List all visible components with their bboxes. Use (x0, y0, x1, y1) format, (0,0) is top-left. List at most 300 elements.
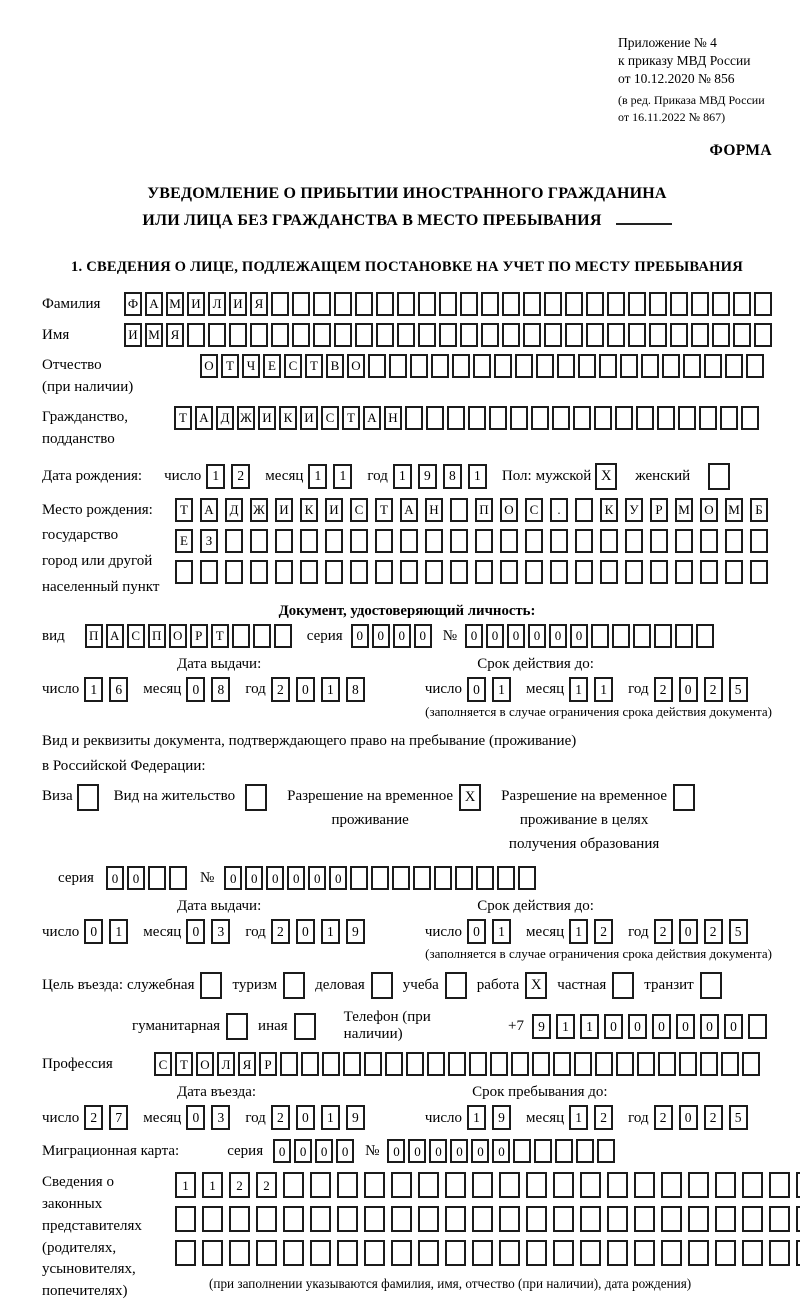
char-cell[interactable]: 0 (465, 624, 483, 648)
char-cell[interactable] (475, 560, 493, 584)
char-cell[interactable]: Д (225, 498, 243, 522)
purpose-other-checkbox[interactable] (294, 1013, 316, 1040)
char-cell[interactable] (670, 292, 688, 316)
char-cell[interactable]: 0 (549, 624, 567, 648)
char-cell[interactable] (557, 354, 575, 378)
char-cell[interactable] (301, 1052, 319, 1076)
char-cell[interactable]: А (195, 406, 213, 430)
char-cell[interactable] (534, 1139, 552, 1163)
char-cell[interactable] (675, 560, 693, 584)
digit-cell[interactable]: 6 (109, 677, 128, 702)
char-cell[interactable]: 0 (308, 866, 326, 890)
char-cell[interactable] (650, 560, 668, 584)
digit-cell[interactable]: 1 (308, 464, 327, 489)
char-cell[interactable] (425, 560, 443, 584)
char-cell[interactable] (439, 292, 457, 316)
char-cell[interactable]: 0 (329, 866, 347, 890)
digit-cell[interactable]: 0 (186, 1105, 205, 1130)
char-cell[interactable] (700, 560, 718, 584)
char-cell[interactable]: 0 (245, 866, 263, 890)
digit-cell[interactable]: 1 (467, 1105, 486, 1130)
char-cell[interactable]: Н (384, 406, 402, 430)
char-cell[interactable] (691, 292, 709, 316)
char-cell[interactable]: Т (221, 354, 239, 378)
char-cell[interactable] (544, 323, 562, 347)
char-cell[interactable] (460, 323, 478, 347)
char-cell[interactable] (434, 866, 452, 890)
digit-cell[interactable]: 1 (84, 677, 103, 702)
char-cell[interactable]: Н (425, 498, 443, 522)
char-cell[interactable]: Я (250, 292, 268, 316)
char-cell[interactable]: 0 (287, 866, 305, 890)
char-cell[interactable] (292, 292, 310, 316)
char-cell[interactable] (633, 624, 651, 648)
digit-cell[interactable]: 8 (443, 464, 462, 489)
char-cell[interactable] (343, 1052, 361, 1076)
char-cell[interactable]: 0 (492, 1139, 510, 1163)
char-cell[interactable] (696, 624, 714, 648)
char-cell[interactable]: Ж (250, 498, 268, 522)
char-cell[interactable]: 1 (556, 1014, 575, 1039)
char-cell[interactable]: А (400, 498, 418, 522)
char-cell[interactable] (675, 529, 693, 553)
char-cell[interactable] (750, 560, 768, 584)
char-cell[interactable] (699, 406, 717, 430)
char-cell[interactable] (494, 354, 512, 378)
char-cell[interactable] (574, 1052, 592, 1076)
temp-residence-checkbox[interactable]: X (459, 784, 481, 811)
char-cell[interactable] (725, 529, 743, 553)
char-cell[interactable] (473, 354, 491, 378)
char-cell[interactable] (445, 1172, 466, 1198)
char-cell[interactable] (523, 323, 541, 347)
char-cell[interactable] (275, 529, 293, 553)
char-cell[interactable] (661, 1172, 682, 1198)
char-cell[interactable] (725, 354, 743, 378)
char-cell[interactable] (202, 1240, 223, 1266)
char-cell[interactable] (550, 529, 568, 553)
char-cell[interactable] (355, 292, 373, 316)
digit-cell[interactable]: 3 (211, 1105, 230, 1130)
char-cell[interactable] (746, 354, 764, 378)
purpose-private-checkbox[interactable] (612, 972, 634, 999)
char-cell[interactable] (552, 406, 570, 430)
char-cell[interactable]: 0 (273, 1139, 291, 1163)
char-cell[interactable]: С (350, 498, 368, 522)
char-cell[interactable] (275, 560, 293, 584)
residence-permit-checkbox[interactable] (245, 784, 267, 811)
char-cell[interactable]: Я (166, 323, 184, 347)
char-cell[interactable] (595, 1052, 613, 1076)
char-cell[interactable] (334, 292, 352, 316)
char-cell[interactable] (325, 560, 343, 584)
char-cell[interactable] (634, 1206, 655, 1232)
char-cell[interactable] (392, 866, 410, 890)
char-cell[interactable]: 0 (450, 1139, 468, 1163)
char-cell[interactable] (511, 1052, 529, 1076)
char-cell[interactable] (350, 560, 368, 584)
char-cell[interactable]: О (500, 498, 518, 522)
char-cell[interactable]: Т (375, 498, 393, 522)
char-cell[interactable] (796, 1172, 800, 1198)
char-cell[interactable]: 0 (604, 1014, 623, 1039)
char-cell[interactable] (175, 1240, 196, 1266)
char-cell[interactable]: 0 (393, 624, 411, 648)
char-cell[interactable] (187, 323, 205, 347)
char-cell[interactable]: 0 (429, 1139, 447, 1163)
char-cell[interactable] (283, 1240, 304, 1266)
char-cell[interactable]: А (200, 498, 218, 522)
char-cell[interactable] (391, 1206, 412, 1232)
char-cell[interactable] (532, 1052, 550, 1076)
char-cell[interactable] (148, 866, 166, 890)
char-cell[interactable] (313, 292, 331, 316)
char-cell[interactable] (418, 1172, 439, 1198)
char-cell[interactable] (400, 560, 418, 584)
char-cell[interactable]: Б (750, 498, 768, 522)
char-cell[interactable]: Т (175, 1052, 193, 1076)
digit-cell[interactable]: 1 (333, 464, 352, 489)
char-cell[interactable] (431, 354, 449, 378)
purpose-business-checkbox[interactable] (200, 972, 222, 999)
char-cell[interactable] (376, 292, 394, 316)
char-cell[interactable]: И (258, 406, 276, 430)
char-cell[interactable] (391, 1240, 412, 1266)
char-cell[interactable]: 0 (528, 624, 546, 648)
char-cell[interactable] (513, 1139, 531, 1163)
char-cell[interactable] (518, 866, 536, 890)
char-cell[interactable] (575, 498, 593, 522)
digit-cell[interactable]: 2 (84, 1105, 103, 1130)
char-cell[interactable]: И (187, 292, 205, 316)
char-cell[interactable] (337, 1172, 358, 1198)
char-cell[interactable] (576, 1139, 594, 1163)
char-cell[interactable] (499, 1206, 520, 1232)
char-cell[interactable] (175, 560, 193, 584)
char-cell[interactable] (733, 323, 751, 347)
char-cell[interactable] (472, 1172, 493, 1198)
char-cell[interactable] (675, 624, 693, 648)
char-cell[interactable]: Ф (124, 292, 142, 316)
char-cell[interactable] (274, 624, 292, 648)
digit-cell[interactable]: 1 (468, 464, 487, 489)
char-cell[interactable] (607, 1206, 628, 1232)
char-cell[interactable] (499, 1172, 520, 1198)
char-cell[interactable] (455, 866, 473, 890)
char-cell[interactable] (625, 529, 643, 553)
digit-cell[interactable]: 0 (467, 677, 486, 702)
char-cell[interactable]: Р (259, 1052, 277, 1076)
char-cell[interactable] (641, 354, 659, 378)
char-cell[interactable] (733, 292, 751, 316)
char-cell[interactable] (597, 1139, 615, 1163)
char-cell[interactable]: З (200, 529, 218, 553)
char-cell[interactable] (225, 529, 243, 553)
char-cell[interactable] (575, 529, 593, 553)
char-cell[interactable] (364, 1172, 385, 1198)
digit-cell[interactable]: 1 (569, 919, 588, 944)
char-cell[interactable] (683, 354, 701, 378)
char-cell[interactable] (300, 560, 318, 584)
char-cell[interactable] (337, 1206, 358, 1232)
char-cell[interactable]: 0 (700, 1014, 719, 1039)
char-cell[interactable] (754, 292, 772, 316)
char-cell[interactable] (250, 529, 268, 553)
digit-cell[interactable]: 0 (296, 919, 315, 944)
char-cell[interactable] (742, 1172, 763, 1198)
char-cell[interactable] (202, 1206, 223, 1232)
digit-cell[interactable]: 2 (594, 1105, 613, 1130)
digit-cell[interactable]: 2 (654, 677, 673, 702)
digit-cell[interactable]: 1 (594, 677, 613, 702)
char-cell[interactable] (650, 529, 668, 553)
char-cell[interactable]: 0 (336, 1139, 354, 1163)
char-cell[interactable] (208, 323, 226, 347)
char-cell[interactable] (565, 323, 583, 347)
char-cell[interactable] (229, 323, 247, 347)
char-cell[interactable] (375, 529, 393, 553)
char-cell[interactable] (355, 323, 373, 347)
char-cell[interactable]: 0 (676, 1014, 695, 1039)
char-cell[interactable] (256, 1240, 277, 1266)
sex-female-checkbox[interactable] (708, 463, 730, 490)
digit-cell[interactable]: 2 (271, 677, 290, 702)
char-cell[interactable] (526, 1240, 547, 1266)
char-cell[interactable]: Д (216, 406, 234, 430)
digit-cell[interactable]: 1 (492, 677, 511, 702)
char-cell[interactable] (715, 1206, 736, 1232)
digit-cell[interactable]: 1 (569, 1105, 588, 1130)
char-cell[interactable] (531, 406, 549, 430)
char-cell[interactable] (325, 529, 343, 553)
digit-cell[interactable]: 3 (211, 919, 230, 944)
char-cell[interactable] (410, 354, 428, 378)
char-cell[interactable] (580, 1240, 601, 1266)
char-cell[interactable]: 0 (106, 866, 124, 890)
char-cell[interactable] (313, 323, 331, 347)
char-cell[interactable] (425, 529, 443, 553)
char-cell[interactable] (469, 1052, 487, 1076)
char-cell[interactable] (712, 323, 730, 347)
char-cell[interactable] (448, 1052, 466, 1076)
digit-cell[interactable]: 5 (729, 919, 748, 944)
char-cell[interactable] (657, 406, 675, 430)
digit-cell[interactable]: 0 (679, 677, 698, 702)
char-cell[interactable]: 0 (414, 624, 432, 648)
char-cell[interactable] (725, 560, 743, 584)
purpose-tourism-checkbox[interactable] (283, 972, 305, 999)
char-cell[interactable] (637, 1052, 655, 1076)
char-cell[interactable]: 0 (294, 1139, 312, 1163)
digit-cell[interactable]: 9 (492, 1105, 511, 1130)
digit-cell[interactable]: 1 (321, 677, 340, 702)
char-cell[interactable] (497, 866, 515, 890)
char-cell[interactable] (389, 354, 407, 378)
char-cell[interactable] (750, 529, 768, 553)
digit-cell[interactable]: 0 (296, 1105, 315, 1130)
char-cell[interactable] (600, 529, 618, 553)
char-cell[interactable] (607, 1240, 628, 1266)
char-cell[interactable]: 1 (580, 1014, 599, 1039)
digit-cell[interactable]: 2 (704, 1105, 723, 1130)
char-cell[interactable] (600, 560, 618, 584)
char-cell[interactable] (350, 529, 368, 553)
digit-cell[interactable]: 2 (271, 919, 290, 944)
digit-cell[interactable]: 2 (704, 677, 723, 702)
char-cell[interactable]: Л (217, 1052, 235, 1076)
char-cell[interactable] (500, 560, 518, 584)
char-cell[interactable]: А (106, 624, 124, 648)
char-cell[interactable]: И (275, 498, 293, 522)
char-cell[interactable] (565, 292, 583, 316)
char-cell[interactable] (715, 1172, 736, 1198)
char-cell[interactable]: Т (211, 624, 229, 648)
char-cell[interactable]: 0 (652, 1014, 671, 1039)
char-cell[interactable] (489, 406, 507, 430)
char-cell[interactable]: К (600, 498, 618, 522)
digit-cell[interactable]: 0 (186, 677, 205, 702)
char-cell[interactable] (661, 1206, 682, 1232)
char-cell[interactable] (283, 1172, 304, 1198)
char-cell[interactable] (322, 1052, 340, 1076)
char-cell[interactable]: М (145, 323, 163, 347)
char-cell[interactable]: 0 (266, 866, 284, 890)
purpose-humanitarian-checkbox[interactable] (226, 1013, 248, 1040)
char-cell[interactable] (250, 323, 268, 347)
visa-checkbox[interactable] (77, 784, 99, 811)
char-cell[interactable]: М (166, 292, 184, 316)
char-cell[interactable]: Я (238, 1052, 256, 1076)
purpose-study-checkbox[interactable] (445, 972, 467, 999)
char-cell[interactable] (391, 1172, 412, 1198)
char-cell[interactable]: П (475, 498, 493, 522)
char-cell[interactable] (607, 323, 625, 347)
char-cell[interactable] (688, 1172, 709, 1198)
purpose-commercial-checkbox[interactable] (371, 972, 393, 999)
char-cell[interactable]: Е (175, 529, 193, 553)
purpose-work-checkbox[interactable]: X (525, 972, 547, 999)
char-cell[interactable] (418, 1240, 439, 1266)
digit-cell[interactable]: 2 (654, 1105, 673, 1130)
digit-cell[interactable]: 0 (186, 919, 205, 944)
char-cell[interactable] (515, 354, 533, 378)
char-cell[interactable]: О (347, 354, 365, 378)
char-cell[interactable] (229, 1240, 250, 1266)
char-cell[interactable] (397, 292, 415, 316)
char-cell[interactable] (169, 866, 187, 890)
char-cell[interactable] (550, 560, 568, 584)
char-cell[interactable] (741, 406, 759, 430)
char-cell[interactable] (704, 354, 722, 378)
char-cell[interactable] (607, 292, 625, 316)
char-cell[interactable] (418, 292, 436, 316)
char-cell[interactable] (654, 624, 672, 648)
char-cell[interactable] (368, 354, 386, 378)
char-cell[interactable] (500, 529, 518, 553)
char-cell[interactable]: 0 (486, 624, 504, 648)
char-cell[interactable] (376, 323, 394, 347)
digit-cell[interactable]: 1 (393, 464, 412, 489)
char-cell[interactable] (616, 1052, 634, 1076)
char-cell[interactable]: . (550, 498, 568, 522)
char-cell[interactable] (628, 323, 646, 347)
char-cell[interactable] (634, 1240, 655, 1266)
char-cell[interactable] (742, 1206, 763, 1232)
char-cell[interactable]: М (725, 498, 743, 522)
digit-cell[interactable]: 9 (418, 464, 437, 489)
digit-cell[interactable]: 1 (321, 919, 340, 944)
char-cell[interactable] (662, 354, 680, 378)
char-cell[interactable]: И (325, 498, 343, 522)
char-cell[interactable] (472, 1206, 493, 1232)
char-cell[interactable]: 1 (175, 1172, 196, 1198)
char-cell[interactable] (450, 529, 468, 553)
char-cell[interactable]: К (300, 498, 318, 522)
char-cell[interactable]: 0 (507, 624, 525, 648)
char-cell[interactable] (200, 560, 218, 584)
char-cell[interactable] (439, 323, 457, 347)
purpose-transit-checkbox[interactable] (700, 972, 722, 999)
char-cell[interactable] (310, 1240, 331, 1266)
char-cell[interactable] (271, 323, 289, 347)
char-cell[interactable] (283, 1206, 304, 1232)
char-cell[interactable] (364, 1052, 382, 1076)
char-cell[interactable] (796, 1206, 800, 1232)
char-cell[interactable] (720, 406, 738, 430)
char-cell[interactable]: Р (650, 498, 668, 522)
char-cell[interactable] (796, 1240, 800, 1266)
char-cell[interactable]: Р (190, 624, 208, 648)
char-cell[interactable] (427, 1052, 445, 1076)
digit-cell[interactable]: 7 (109, 1105, 128, 1130)
char-cell[interactable]: П (148, 624, 166, 648)
char-cell[interactable] (670, 323, 688, 347)
char-cell[interactable] (553, 1206, 574, 1232)
char-cell[interactable] (371, 866, 389, 890)
digit-cell[interactable]: 1 (206, 464, 225, 489)
char-cell[interactable] (625, 560, 643, 584)
char-cell[interactable]: М (675, 498, 693, 522)
char-cell[interactable] (594, 406, 612, 430)
char-cell[interactable] (499, 1240, 520, 1266)
char-cell[interactable] (769, 1172, 790, 1198)
digit-cell[interactable]: 9 (346, 1105, 365, 1130)
char-cell[interactable] (472, 1240, 493, 1266)
char-cell[interactable] (385, 1052, 403, 1076)
digit-cell[interactable]: 9 (346, 919, 365, 944)
char-cell[interactable] (578, 354, 596, 378)
char-cell[interactable] (364, 1206, 385, 1232)
char-cell[interactable] (334, 323, 352, 347)
char-cell[interactable]: С (154, 1052, 172, 1076)
char-cell[interactable] (586, 323, 604, 347)
char-cell[interactable]: 9 (532, 1014, 551, 1039)
char-cell[interactable]: 0 (372, 624, 390, 648)
char-cell[interactable] (447, 406, 465, 430)
char-cell[interactable] (292, 323, 310, 347)
char-cell[interactable] (445, 1240, 466, 1266)
char-cell[interactable] (661, 1240, 682, 1266)
char-cell[interactable]: 1 (202, 1172, 223, 1198)
char-cell[interactable]: 0 (351, 624, 369, 648)
char-cell[interactable] (580, 1206, 601, 1232)
char-cell[interactable] (397, 323, 415, 347)
char-cell[interactable] (712, 292, 730, 316)
char-cell[interactable] (769, 1206, 790, 1232)
char-cell[interactable]: О (196, 1052, 214, 1076)
char-cell[interactable]: Ж (237, 406, 255, 430)
char-cell[interactable] (591, 624, 609, 648)
